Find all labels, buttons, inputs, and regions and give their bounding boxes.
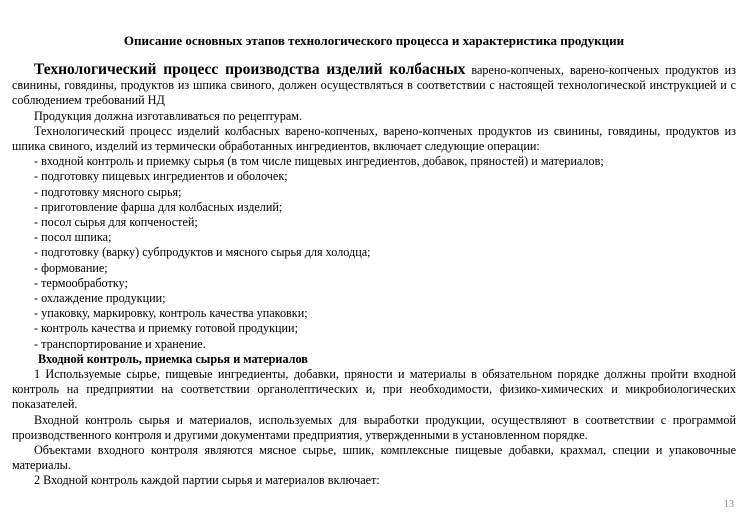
intro-text: варено-копченых, варено-копченых продуктов из свинины, говядины, продуктов из шпика свиного, должен осуществляться в соответствии с настоящей технологической инструкцией и с соблюдением требований НД [12,63,736,108]
process-paragraph: Технологический процесс изделий колбасных варено-копченых, варено-копченых продуктов из свинины, говядины, продуктов из шпика свиного, изделий из термически обработанных ингредиентов, включает следующие операции: [12,123,736,154]
list-item: - контроль качества и приемку готовой продукции; [34,321,298,336]
intro-paragraph [12,62,736,109]
list-item: - посол сырья для копченостей; [34,215,198,230]
paragraph-2: 2 Входной контроль каждой партии сырья и материалов включает: [34,473,380,488]
paragraph-1: 1 Используемые сырье, пищевые ингредиенты, добавки, пряности и материалы в обязательном порядке должны пройти входной контроль на предприятии на соответствии органолептических и, при необходимости, физико-химических и микробиологических показателей. [12,367,736,412]
list-item: - входной контроль и приемку сырья (в том числе пищевых ингредиентов, добавок, пряностей) и материалов; [34,154,604,169]
section-heading: Входной контроль, приемка сырья и материалов [38,351,308,366]
recipes-paragraph: Продукция должна изготавливаться по рецептурам. [34,108,302,123]
list-item: - формование; [34,260,108,275]
list-item: - подготовку (варку) субпродуктов и мясного сырья для холодца; [34,245,371,260]
operations-list [12,154,736,352]
page-title: Описание основных этапов технологического процесса и характеристика продукции [123,33,625,48]
page-number: 13 [724,499,734,510]
list-item: - подготовку мясного сырья; [34,184,182,199]
objects-paragraph: Объектами входного контроля являются мясное сырье, шпик, комплексные пищевые добавки, крахмал, специи и упаковочные материалы. [12,443,736,473]
list-item: - упаковку, маркировку, контроль качества упаковки; [34,306,308,321]
list-item: - приготовление фарша для колбасных изделий; [34,199,283,214]
list-item: - транспортирование и хранение. [34,336,206,351]
list-item: - подготовку пищевых ингредиентов и оболочек; [34,169,288,184]
control-paragraph: Входной контроль сырья и материалов, используемых для выработки продукции, осуществляют в соответствии с программой производственного контроля и другими документами предприятия, утвержденными в установленном порядке. [12,412,736,442]
list-item: - охлаждение продукции; [34,291,166,306]
list-item: - термообработку; [34,275,128,290]
intro-bold-text: Технологический процесс производства изделий колбасных [34,61,466,78]
list-item: - посол шпика; [34,230,112,245]
document-body [12,62,736,489]
